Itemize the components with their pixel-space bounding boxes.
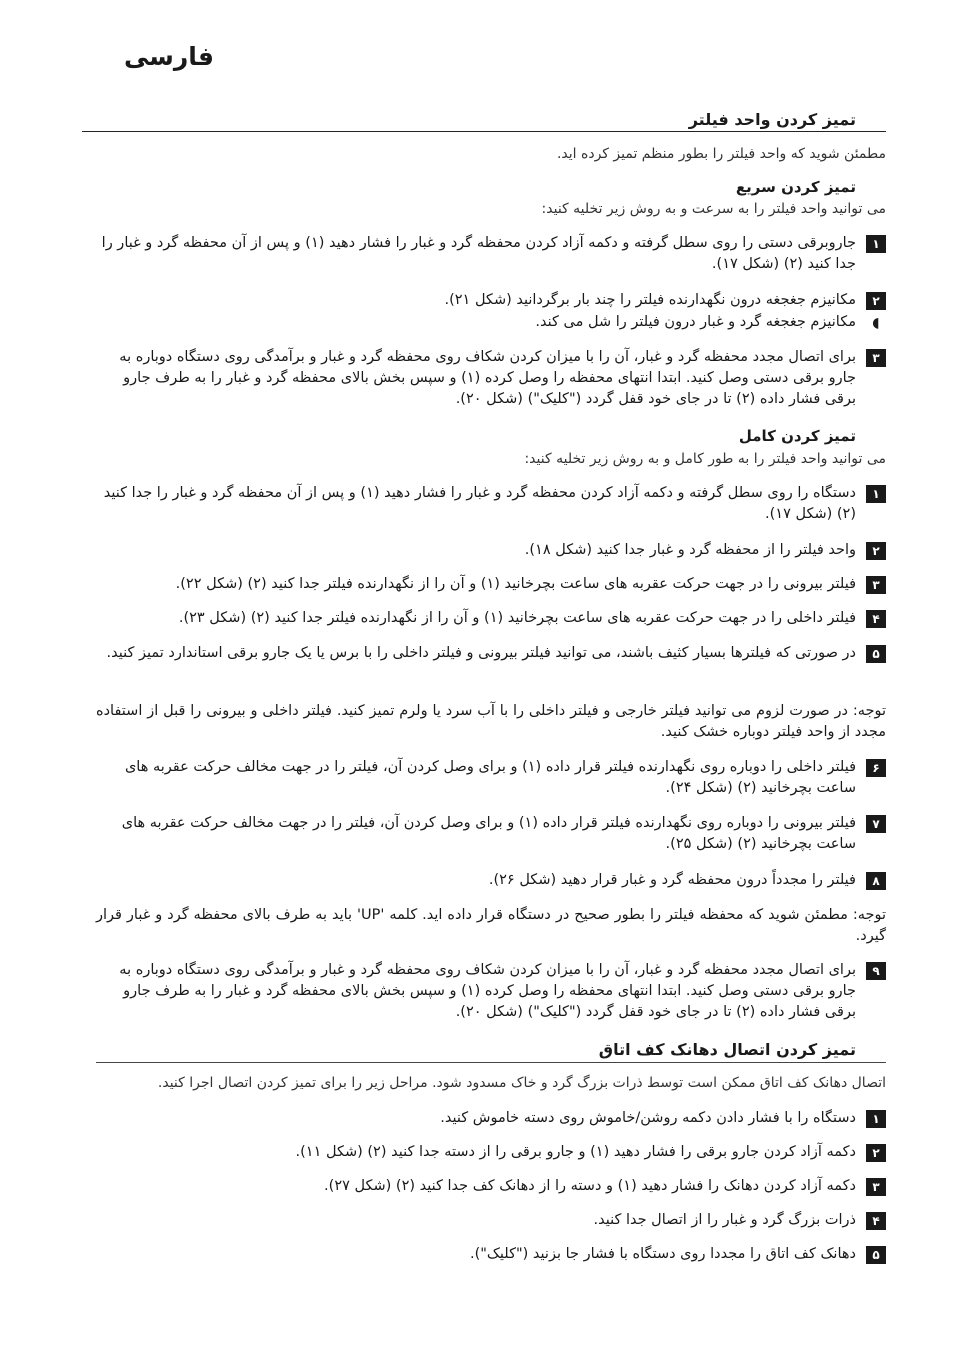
section-intro: مطمئن شوید که واحد فیلتر را بطور منظم تمیز کرده اید. xyxy=(556,146,886,162)
step-item xyxy=(96,347,886,410)
step-item xyxy=(96,608,886,629)
step-item xyxy=(96,574,886,595)
step-number: ۱ xyxy=(866,1110,886,1128)
note-text: توجه: در صورت لزوم می توانید فیلتر خارجی و فیلتر داخلی را با آب سرد یا ولرم تمیز کنید. فیلتر داخلی و بیرونی را قبل از استفاده مجدد از واحد فیلتر دوباره خشک کنید. xyxy=(96,703,886,740)
step-number: ۲ xyxy=(866,1144,886,1162)
step-item xyxy=(96,483,886,525)
step-item xyxy=(96,757,886,799)
step-text: فیلتر داخلی را در جهت حرکت عقربه های ساعت بچرخانید (۱) و آن را از نگهدارنده فیلتر جدا کنید (۲) (شکل ۲۳). xyxy=(178,610,856,626)
step-text: مکانیزم جغجغه گرد و غبار درون فیلتر را شل می کند. xyxy=(535,314,856,330)
step-text: ذرات بزرگ گرد و غبار را از اتصال جدا کنید. xyxy=(593,1212,856,1228)
step-text: فیلتر بیرونی را در جهت حرکت عقربه های ساعت بچرخانید (۱) و آن را از نگهدارنده فیلتر جدا کنید (۲) (شکل ۲۲). xyxy=(175,576,856,592)
subheading-quick-cleaning: تمیز کردن سریع xyxy=(735,178,856,196)
step-text: مکانیزم جغجغه درون نگهدارنده فیلتر را چند بار برگردانید (شکل ۲۱). xyxy=(444,292,856,308)
step-item xyxy=(96,1142,886,1163)
step-item xyxy=(96,540,886,561)
step-text: برای اتصال مجدد محفظه گرد و غبار، آن را با میزان کردن شکاف روی محفظه گرد و غبار و برآمدگی روی دستگاه دوباره به جارو برقی دستی وصل کنید. ابتدا انتهای محفظه را وصل کرده (۱) و سپس بخش بالای محفظه گرد و غبار را به طرف جارو برقی فشار داده (۲) تا در جای خود قفل گردد ("کلیک") (شکل ۲۰). xyxy=(119,349,856,407)
step-number: ۳ xyxy=(866,1178,886,1196)
quick-cleaning-intro: می توانید واحد فیلتر را به سرعت و به روش زیر تخلیه کنید: xyxy=(541,201,886,217)
step-text: فیلتر داخلی را دوباره روی نگهدارنده فیلتر قرار داده (۱) و برای وصل کردن آن، فیلتر را در جهت مخالف حرکت عقربه های ساعت بچرخانید (۲) (شکل ۲۴). xyxy=(124,759,856,796)
step-text: دستگاه را با فشار دادن دکمه روشن/خاموش روی دسته خاموش کنید. xyxy=(440,1110,856,1126)
step-number: ۳ xyxy=(866,349,886,367)
step-number: ۳ xyxy=(866,576,886,594)
step-number: ۴ xyxy=(866,610,886,628)
section-intro: اتصال دهانک کف اتاق ممکن است توسط ذرات بزرگ گرد و خاک مسدود شود. مراحل زیر را برای تمیز کردن اتصال اجرا کنید. xyxy=(157,1075,886,1091)
step-number: ۱ xyxy=(866,485,886,503)
step-number: ۸ xyxy=(866,872,886,890)
full-cleaning-intro: می توانید واحد فیلتر را به طور کامل و به روش زیر تخلیه کنید: xyxy=(524,451,886,467)
step-text: فیلتر بیرونی را دوباره روی نگهدارنده فیلتر قرار داده (۱) و برای وصل کردن آن، فیلتر را در جهت مخالف حرکت عقربه های ساعت بچرخانید (۲) (شکل ۲۵). xyxy=(121,815,856,852)
step-item xyxy=(96,813,886,855)
step-text: واحد فیلتر را از محفظه گرد و غبار جدا کنید (شکل ۱۸). xyxy=(524,542,856,558)
step-number: ۲ xyxy=(866,292,886,310)
step-text: فیلتر را مجدداً درون محفظه گرد و غبار قرار دهید (شکل ۲۶). xyxy=(488,872,856,888)
step-item xyxy=(96,870,886,891)
step-number: ۵ xyxy=(866,645,886,663)
step-item xyxy=(96,1244,886,1265)
step-number: ۴ xyxy=(866,1212,886,1230)
step-item xyxy=(96,233,886,275)
step-item xyxy=(96,643,886,664)
step-item xyxy=(96,1210,886,1231)
step-text: جاروبرقی دستی را روی سطل گرفته و دکمه آزاد کردن محفظه گرد و غبار را فشار دهید (۱) و پس از آن محفظه گرد و غبار را جدا کنید (۲) (شکل ۱۷). xyxy=(101,235,856,272)
step-item xyxy=(96,960,886,1023)
section-heading-filter-cleaning: تمیز کردن واحد فیلتر xyxy=(688,110,856,129)
step-text: دکمه آزاد کردن دهانک را فشار دهید (۱) و دسته را از دهانک کف جدا کنید (۲) (شکل ۲۷). xyxy=(324,1178,856,1194)
step-number: ۹ xyxy=(866,962,886,980)
step-item xyxy=(96,1108,886,1129)
step-text: دکمه آزاد کردن جارو برقی را فشار دهید (۱) و جارو برقی را از دسته جدا کنید (۲) (شکل ۱۱). xyxy=(295,1144,856,1160)
note-text: توجه: مطمئن شوید که محفظه فیلتر را بطور صحیح در دستگاه قرار داده اید. کلمه 'UP' باید به طرف بالای محفظه گرد و غبار قرار گیرد. xyxy=(96,907,886,944)
step-number: ۲ xyxy=(866,542,886,560)
step-item xyxy=(96,1176,886,1197)
step-item xyxy=(96,290,886,311)
section-divider xyxy=(96,1062,886,1063)
result-item xyxy=(96,312,886,333)
result-bullet-icon: ◖ xyxy=(872,315,880,331)
step-number: ۶ xyxy=(866,759,886,777)
subheading-full-cleaning: تمیز کردن کامل xyxy=(738,427,856,445)
step-text: دهانک کف اتاق را مجددا روی دستگاه با فشار جا بزنید ("کلیک"). xyxy=(470,1246,856,1262)
step-number: ۵ xyxy=(866,1246,886,1264)
step-text: در صورتی که فیلترها بسیار کثیف باشند، می توانید فیلتر بیرونی و فیلتر داخلی را با برس یا یک جارو برقی استاندارد تمیز کنید. xyxy=(106,645,856,661)
section-divider xyxy=(82,131,886,132)
step-number: ۱ xyxy=(866,235,886,253)
language-title: فارسی xyxy=(124,42,215,71)
step-text: دستگاه را روی سطل گرفته و دکمه آزاد کردن محفظه گرد و غبار را فشار دهید (۱) و پس از آن محفظه گرد و غبار را جدا کنید (۲) (شکل ۱۷). xyxy=(103,485,856,522)
step-number: ۷ xyxy=(866,815,886,833)
section-heading-nozzle-coupling: تمیز کردن اتصال دهانک کف اتاق xyxy=(598,1040,856,1059)
step-text: برای اتصال مجدد محفظه گرد و غبار، آن را با میزان کردن شکاف روی محفظه گرد و غبار و برآمدگی روی دستگاه دوباره به جارو برقی دستی وصل کنید. ابتدا انتهای محفظه را وصل کرده (۱) و سپس بخش بالای محفظه گرد و غبار را به طرف جارو برقی فشار داده (۲) تا در جای خود قفل گردد ("کلیک") (شکل ۲۰). xyxy=(119,962,856,1020)
